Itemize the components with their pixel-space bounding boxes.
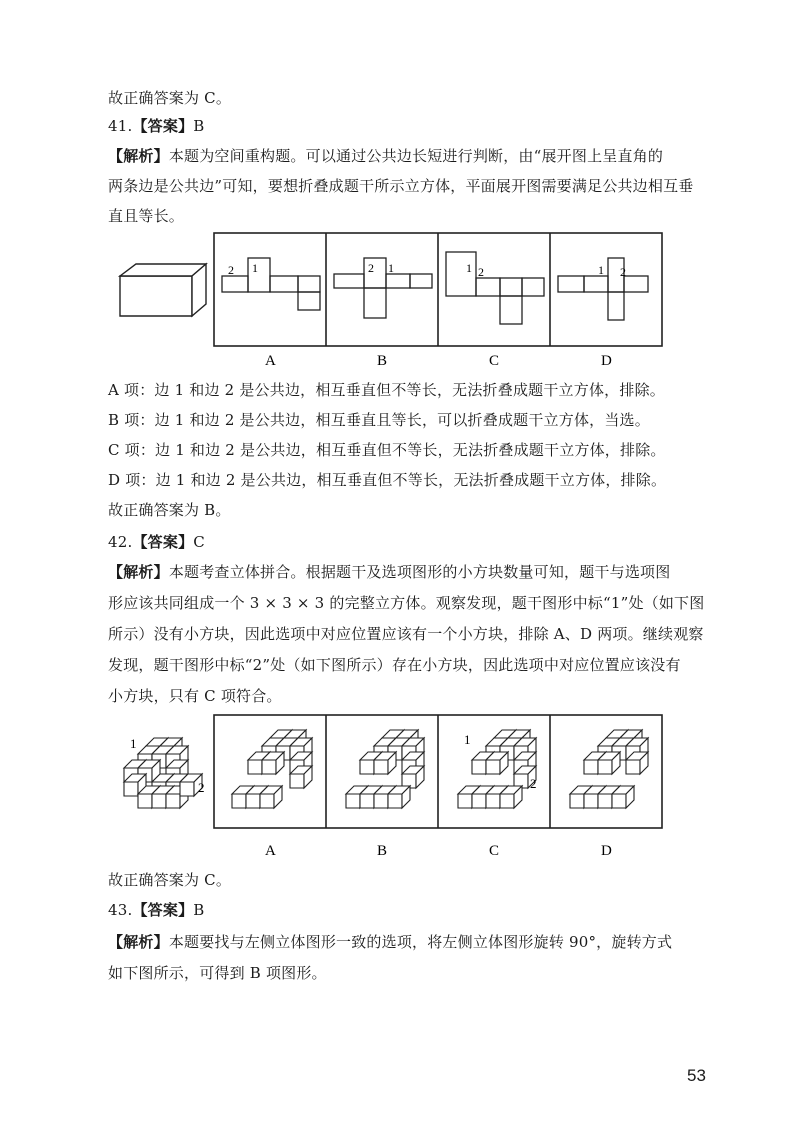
q41-analysis-tag: 【解析】 (108, 147, 169, 165)
q42-header (108, 532, 205, 552)
q43-header (108, 900, 205, 920)
q41-answer-tag: 【答案】 (132, 117, 194, 135)
q42-option-d-solid (570, 730, 648, 808)
q42-analysis-text-1: 本题考查立体拼合。根据题干及选项图形的小方块数量可知，题干与选项图 (168, 563, 671, 581)
q43-answer-tag: 【答案】 (132, 901, 194, 919)
q41-option-label-b: B (377, 353, 388, 369)
q43-analysis-tag: 【解析】 (108, 933, 169, 951)
conclusion-prev: 故正确答案为 C。 (108, 89, 232, 107)
q41-a-edge-label-2: 2 (228, 263, 234, 277)
q41-stem-cuboid (120, 264, 206, 316)
q41-d-edge-label-2: 2 (620, 265, 626, 279)
q42-option-label-d: D (601, 843, 612, 859)
q41-c-edge-label-2: 2 (478, 265, 484, 279)
q41-item-a: A 项：边 1 和边 2 是公共边，相互垂直但不等长，无法折叠成题干立方体，排除。 (108, 381, 665, 399)
q43-analysis-text-1: 本题要找与左侧立体图形一致的选项，将左侧立体图形旋转 90°，旋转方式 (168, 933, 673, 951)
q41-figure (110, 228, 670, 378)
q42-number: 42. (108, 533, 133, 551)
q43-analysis-line-1 (108, 932, 672, 952)
q41-option-label-c: C (489, 353, 500, 369)
q42-option-a-solid (232, 730, 312, 808)
q42-analysis-line-4: 发现，题干图形中标“2”处（如下图所示）存在小方块，因此选项中对应位置应该没有 (108, 656, 681, 674)
q41-analysis-text-1: 本题为空间重构题。可以通过公共边长短进行判断，由“展开图上呈直角的 (168, 147, 664, 165)
q41-item-b: B 项：边 1 和边 2 是公共边，相互垂直且等长，可以折叠成题干立方体，当选。 (108, 411, 650, 429)
q41-header (108, 116, 205, 136)
q42-conclusion: 故正确答案为 C。 (108, 871, 232, 889)
q42-option-label-b: B (377, 843, 388, 859)
q41-option-label-a: A (265, 353, 276, 369)
page-number: 53 (687, 1066, 706, 1085)
q42-analysis-tag: 【解析】 (108, 563, 169, 581)
q41-conclusion: 故正确答案为 B。 (108, 501, 231, 519)
q43-number: 43. (108, 901, 133, 919)
q41-b-edge-label-2: 2 (368, 261, 374, 275)
q42-stem-mark-1: 1 (130, 736, 137, 751)
q41-answer: B (193, 117, 205, 135)
q42-answer: C (193, 533, 205, 551)
q41-c-edge-label-1: 1 (466, 261, 472, 275)
q43-analysis-line-2: 如下图所示，可得到 B 项图形。 (108, 964, 327, 982)
q41-analysis-line-2: 两条边是公共边”可知，要想折叠成题干所示立方体，平面展开图需要满足公共边相互垂 (108, 177, 694, 195)
q41-number: 41. (108, 117, 133, 135)
q41-option-label-d: D (601, 353, 612, 369)
q41-analysis-line-3: 直且等长。 (108, 207, 185, 225)
q41-analysis-line-1 (108, 146, 663, 166)
q43-answer: B (193, 901, 205, 919)
q42-analysis-line-2: 形应该共同组成一个 3 × 3 × 3 的完整立方体。观察发现，题干图形中标“1”处（如下图 (108, 594, 705, 612)
q41-item-d: D 项：边 1 和边 2 是公共边，相互垂直但不等长，无法折叠成题干立方体，排除。 (108, 471, 667, 489)
q42-option-b-solid (346, 730, 424, 808)
q41-option-a-net (222, 258, 320, 310)
q42-analysis-line-3: 所示）没有小方块，因此选项中对应位置应该有一个小方块，排除 A、D 两项。继续观察 (108, 625, 704, 643)
q41-d-edge-label-1: 1 (598, 263, 604, 277)
q41-b-edge-label-1: 1 (388, 261, 394, 275)
q42-stem-mark-2: 2 (198, 780, 205, 795)
q42-c-mark-1: 1 (464, 732, 471, 747)
q42-option-label-a: A (265, 843, 276, 859)
q42-answer-tag: 【答案】 (132, 533, 194, 551)
q42-option-label-c: C (489, 843, 500, 859)
q41-option-b-net (334, 258, 432, 318)
q42-analysis-line-5: 小方块，只有 C 项符合。 (108, 687, 282, 705)
q42-figure (110, 712, 670, 862)
q42-analysis-line-1 (108, 562, 670, 582)
q41-a-edge-label-1: 1 (252, 261, 258, 275)
q41-option-c-net (446, 252, 544, 324)
q41-item-c: C 项：边 1 和边 2 是公共边，相互垂直但不等长，无法折叠成题干立方体，排除。 (108, 441, 666, 459)
q42-c-mark-2: 2 (530, 776, 537, 791)
